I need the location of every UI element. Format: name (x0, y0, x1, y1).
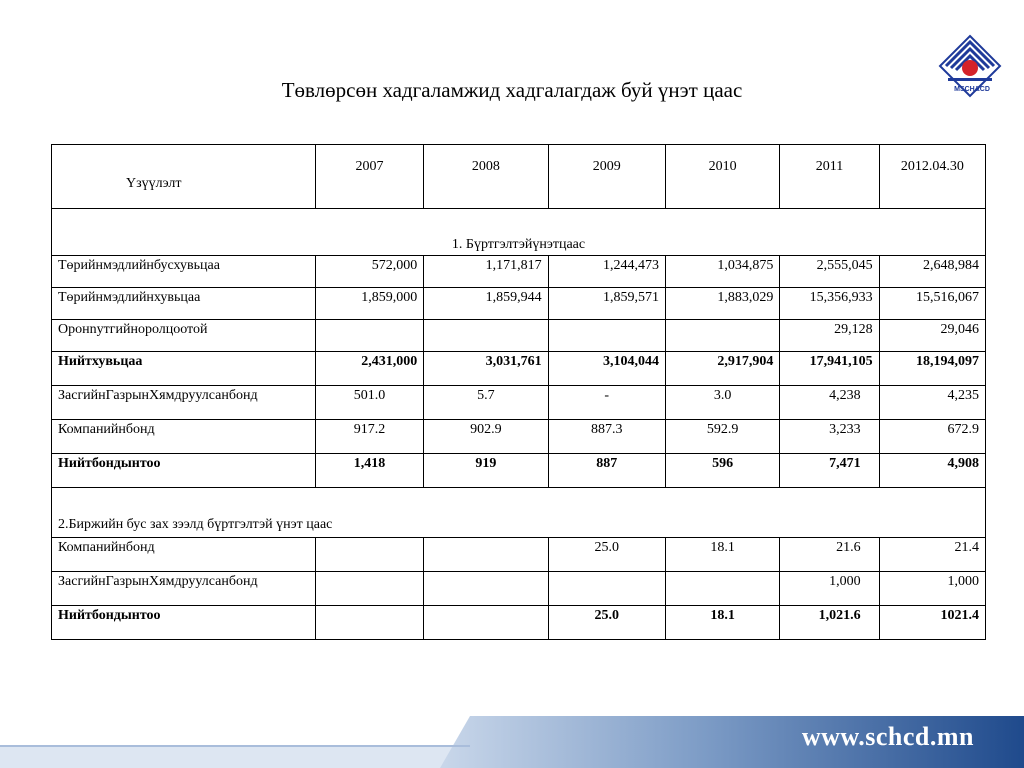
table-cell: 4,238 (780, 386, 879, 420)
page-title: Төвлөрсөн хадгаламжид хадгалагдаж буй үнэт цаас (281, 78, 743, 102)
section-title: 2.Биржийн бус зах зээлд бүртгэлтэй үнэт цаас (52, 488, 986, 538)
table-cell: - (548, 386, 665, 420)
row-label: Нийтхувьцаа (52, 352, 316, 386)
table-cell: 2,917,904 (665, 352, 779, 386)
table-cell: 29,046 (879, 320, 985, 352)
row-label: Нийтбондынтоо (52, 454, 316, 488)
table-cell (424, 572, 548, 606)
table-cell: 501.0 (315, 386, 423, 420)
table-row (52, 420, 986, 454)
table-cell: 25.0 (548, 538, 665, 572)
header-cell: Үзүүлэлт (52, 145, 316, 209)
footer-url[interactable]: www.schcd.mn (801, 722, 974, 751)
table-cell: 4,908 (879, 454, 985, 488)
table-cell: 2,555,045 (780, 256, 879, 288)
table-row-total (52, 454, 986, 488)
table-cell: 1,171,817 (424, 256, 548, 288)
table-row (52, 572, 986, 606)
table-cell (548, 320, 665, 352)
table-cell: 3,233 (780, 420, 879, 454)
table-cell (665, 572, 779, 606)
table-cell: 572,000 (315, 256, 423, 288)
table-cell (315, 606, 423, 640)
row-label: Компанийнбонд (52, 538, 316, 572)
table-row (52, 256, 986, 288)
table-cell: 919 (424, 454, 548, 488)
table-cell: 15,356,933 (780, 288, 879, 320)
table-cell: 1,418 (315, 454, 423, 488)
table-cell: 1,859,944 (424, 288, 548, 320)
table-cell: 17,941,105 (780, 352, 879, 386)
table-cell (424, 320, 548, 352)
row-label: Нийтбондынтоо (52, 606, 316, 640)
row-label: ЗасгийнГазрынХямдруулсанбонд (52, 572, 316, 606)
table-cell: 1,859,000 (315, 288, 423, 320)
table-cell: 672.9 (879, 420, 985, 454)
table-cell: 3,031,761 (424, 352, 548, 386)
table-cell: 917.2 (315, 420, 423, 454)
table-cell (315, 538, 423, 572)
table-cell: 887.3 (548, 420, 665, 454)
row-label: Оронnутгийнoролцоотой (52, 320, 316, 352)
table-cell: 1021.4 (879, 606, 985, 640)
header-cell: 2009 (548, 145, 665, 209)
row-label: ЗасгийнГазрынХямдруулсанбонд (52, 386, 316, 420)
table-cell: 18,194,097 (879, 352, 985, 386)
table-cell: 3.0 (665, 386, 779, 420)
table-row (52, 386, 986, 420)
table-cell: 1,244,473 (548, 256, 665, 288)
table-cell: 1,883,029 (665, 288, 779, 320)
table-cell (665, 320, 779, 352)
header-cell: 2010 (665, 145, 779, 209)
table-cell (424, 606, 548, 640)
table-cell: 4,235 (879, 386, 985, 420)
table-cell: 902.9 (424, 420, 548, 454)
header-cell: 2007 (315, 145, 423, 209)
section-title: 1. Бүртгэлтэйүнэтцаас (52, 209, 986, 256)
table-cell (424, 538, 548, 572)
table-cell: 5.7 (424, 386, 548, 420)
table-cell: 1,859,571 (548, 288, 665, 320)
table-cell: 2,431,000 (315, 352, 423, 386)
table-cell: 7,471 (780, 454, 879, 488)
table-cell (315, 572, 423, 606)
table-cell (548, 572, 665, 606)
table-cell: 592.9 (665, 420, 779, 454)
header-cell: 2011 (780, 145, 879, 209)
table-cell: 1,021.6 (780, 606, 879, 640)
row-label: Төрийнмэдлийнбусхувьцаа (52, 256, 316, 288)
table-cell: 21.4 (879, 538, 985, 572)
table-cell: 2,648,984 (879, 256, 985, 288)
table-cell: 18.1 (665, 538, 779, 572)
table-cell: 1,034,875 (665, 256, 779, 288)
table-row-total (52, 606, 986, 640)
table-cell: 21.6 (780, 538, 879, 572)
table-cell: 3,104,044 (548, 352, 665, 386)
row-label: Компанийнбонд (52, 420, 316, 454)
table-cell: 887 (548, 454, 665, 488)
securities-table (51, 144, 986, 640)
header-cell: 2008 (424, 145, 548, 209)
table-cell: 18.1 (665, 606, 779, 640)
logo-text: MSCH&CD (954, 86, 990, 93)
section-row (52, 209, 986, 256)
table-row-total (52, 352, 986, 386)
table-row (52, 320, 986, 352)
table-cell: 596 (665, 454, 779, 488)
table-row (52, 288, 986, 320)
table-header-row (52, 145, 986, 209)
section-row (52, 488, 986, 538)
table-row (52, 538, 986, 572)
row-label: Төрийнмэдлийнхувьцаа (52, 288, 316, 320)
table-cell (315, 320, 423, 352)
table-cell: 25.0 (548, 606, 665, 640)
table-cell: 1,000 (780, 572, 879, 606)
table-cell: 29,128 (780, 320, 879, 352)
table-cell: 15,516,067 (879, 288, 985, 320)
table-cell: 1,000 (879, 572, 985, 606)
header-cell: 2012.04.30 (879, 145, 985, 209)
